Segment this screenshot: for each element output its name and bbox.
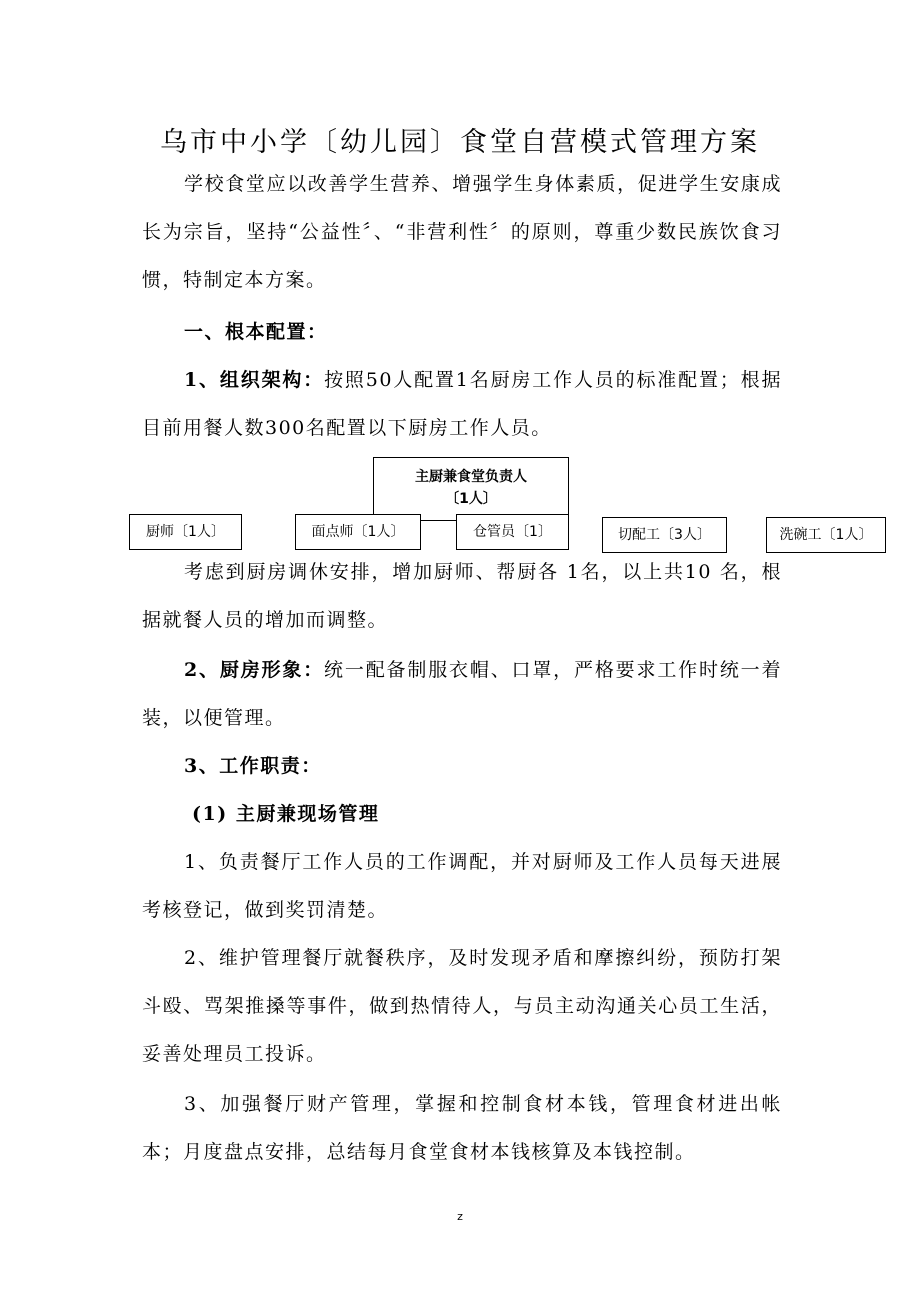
org-staff-storekeeper: 仓管员〔1〕 <box>456 514 569 550</box>
org-staff-prep: 切配工〔3人〕 <box>602 517 727 553</box>
item2-text: 统一配备制服衣帽、口罩，严格要求工作时统一着装，以便管理。 <box>142 659 782 729</box>
page-footer: z <box>457 1210 463 1223</box>
org-staff-cook: 厨师〔1人〕 <box>129 514 242 550</box>
item1-paragraph <box>142 356 782 452</box>
org-staff-dishwasher: 洗碗工〔1人〕 <box>766 517 886 553</box>
item2-label: 2、厨房形象： <box>184 659 325 681</box>
document-title: 乌市中小学〔幼儿园〕食堂自营模式管理方案 <box>160 127 760 158</box>
duty-paragraph-3: 3、加强餐厅财产管理，掌握和控制食材本钱，管理食材进出帐本；月度盘点安排，总结每月食堂食材本钱核算及本钱控制。 <box>142 1093 782 1163</box>
item3-heading: 3、工作职责： <box>184 755 322 777</box>
section1-heading: 一、根本配置： <box>184 321 328 343</box>
sub1-heading: (1) 主厨兼现场管理 <box>192 803 380 825</box>
org-chart-head-box <box>373 457 569 521</box>
item1-text: 按照50人配置1名厨房工作人员的标准配置；根据目前用餐人数300名配置以下厨房工作人员。 <box>142 369 782 439</box>
org-staff-pastry: 面点师〔1人〕 <box>295 514 421 550</box>
item1-label: 1、组织架构： <box>184 369 325 391</box>
item2-paragraph <box>142 646 782 742</box>
duty-paragraph-2: 2、维护管理餐厅就餐秩序，及时发现矛盾和摩擦纠纷，预防打架斗殴、骂架推搡等事件，做到热情待人，与员主动沟通关心员工生活，妥善处理员工投诉。 <box>142 947 782 1065</box>
duty-paragraph-1: 1、负责餐厅工作人员的工作调配，并对厨师及工作人员每天进展考核登记，做到奖罚清楚。 <box>142 851 782 921</box>
intro-paragraph: 学校食堂应以改善学生营养、增强学生身体素质，促进学生安康成长为宗旨，坚持“公益性〞、“非营利性〞的原则，尊重少数民族饮食习惯，特制定本方案。 <box>142 173 782 291</box>
org-note-paragraph: 考虑到厨房调休安排，增加厨师、帮厨各 1名，以上共10 名，根据就餐人员的增加而调整。 <box>142 561 782 631</box>
org-head-title: 主厨兼食堂负责人 <box>415 469 527 485</box>
org-head-count: 〔1人〕 <box>445 491 497 507</box>
